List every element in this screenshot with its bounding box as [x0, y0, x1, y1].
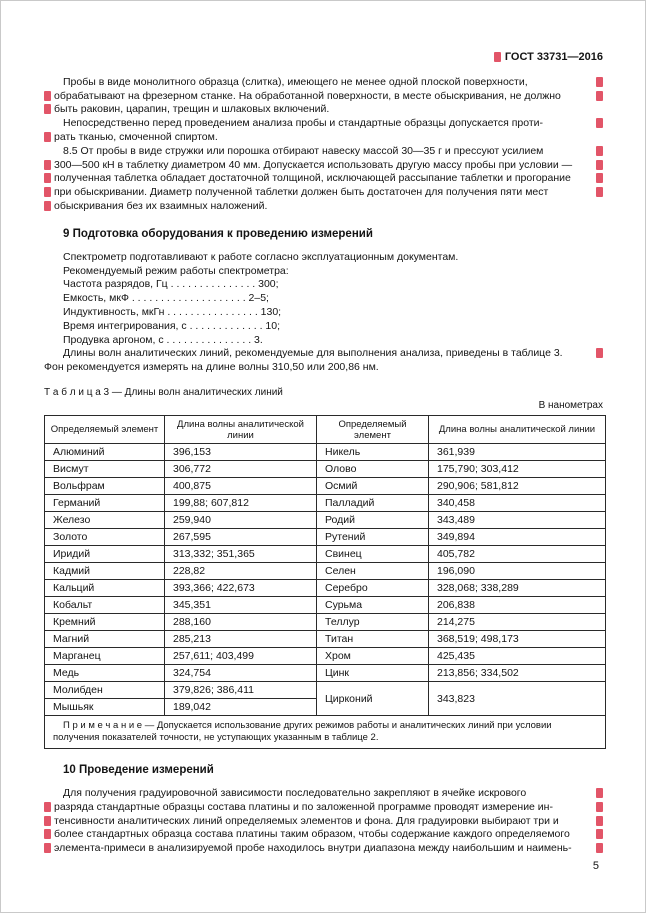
table-row — [45, 580, 606, 597]
table-cell: Кремний — [45, 614, 165, 631]
text-line — [44, 75, 603, 89]
table-cell: 343,489 — [429, 512, 606, 529]
table-cell: Медь — [45, 665, 165, 682]
table-cell: Цирконий — [317, 682, 429, 716]
text-line — [44, 360, 603, 374]
table-cell: 368,519; 498,173 — [429, 631, 606, 648]
highlight-marker — [44, 816, 51, 826]
table-cell: Селен — [317, 563, 429, 580]
table-cell: Палладий — [317, 495, 429, 512]
table-cell: Рутений — [317, 529, 429, 546]
table-cell: Теллур — [317, 614, 429, 631]
table-cell: Свинец — [317, 546, 429, 563]
highlight-marker — [44, 187, 51, 197]
paragraph — [44, 116, 603, 144]
table-cell: 213,856; 334,502 — [429, 665, 606, 682]
table-cell: 400,875 — [165, 478, 317, 495]
text-line — [44, 199, 603, 213]
text-line — [44, 800, 603, 814]
column-header: Определяемый элемент — [317, 416, 429, 444]
table-cell: 228,82 — [165, 563, 317, 580]
paragraph — [44, 333, 603, 347]
highlight-marker — [44, 829, 51, 839]
text-line — [44, 278, 603, 292]
paragraph — [44, 347, 603, 375]
table-cell: 425,435 — [429, 648, 606, 665]
table-cell: Висмут — [45, 461, 165, 478]
text-line — [44, 347, 603, 361]
table-cell: Осмий — [317, 478, 429, 495]
table3-caption: Т а б л и ц а 3 — Длины волн аналитических линий — [44, 387, 283, 399]
table-cell: Кобальт — [45, 597, 165, 614]
line-text: полученная таблетка обладает достаточной толщиной, исключающей рассыпание таблетки и прогорание — [54, 172, 571, 185]
table-row — [45, 478, 606, 495]
text-line — [44, 814, 603, 828]
line-text: рать тканью, смоченной спиртом. — [54, 131, 218, 144]
line-text: Индуктивность, мкГн . . . . . . . . . . . . . . . . 130; — [63, 306, 282, 319]
highlight-marker — [596, 829, 603, 839]
table-row — [45, 682, 606, 699]
highlight-marker — [44, 802, 51, 812]
text-line — [44, 172, 603, 186]
paragraph — [44, 278, 603, 292]
paragraph — [44, 291, 603, 305]
table-cell: Кадмий — [45, 563, 165, 580]
paragraph — [44, 264, 603, 278]
highlight-marker — [596, 816, 603, 826]
table-cell: Германий — [45, 495, 165, 512]
paragraph — [44, 786, 603, 855]
highlight-marker — [596, 91, 603, 101]
table-row — [45, 631, 606, 648]
table-cell: Молибден — [45, 682, 165, 699]
table-cell: 313,332; 351,365 — [165, 546, 317, 563]
line-text: обрабатывают на фрезерном станке. На обработанной поверхности, в месте обыскривания, не должно — [54, 89, 561, 102]
paragraph — [44, 250, 603, 264]
line-text: тенсивности аналитических линий определяемых элементов и фона. Для градуировки выбирают три и — [54, 814, 559, 827]
table3-units-note: В нанометрах — [538, 400, 603, 412]
highlight-marker — [44, 160, 51, 170]
table-cell: Сурьма — [317, 597, 429, 614]
paragraph — [44, 305, 603, 319]
table-cell: 361,939 — [429, 444, 606, 461]
highlight-marker — [596, 173, 603, 183]
highlight-marker — [44, 843, 51, 853]
highlight-marker — [494, 52, 501, 62]
table-cell: Вольфрам — [45, 478, 165, 495]
table-cell: 290,906; 581,812 — [429, 478, 606, 495]
table-cell: Кальций — [45, 580, 165, 597]
line-text: Емкость, мкФ . . . . . . . . . . . . . . . . . . . . 2–5; — [63, 292, 269, 305]
line-text: Для получения градуировочной зависимости последовательно закрепляют в ячейке искрового — [63, 787, 527, 800]
table-row — [45, 597, 606, 614]
table3-header-row — [45, 416, 606, 444]
line-text: при обыскривании. Диаметр полученной таблетки должен быть достаточен для получения пяти мест — [54, 186, 549, 199]
table-row — [45, 648, 606, 665]
table-row — [45, 614, 606, 631]
highlight-marker — [596, 788, 603, 798]
line-text: 8.5 От пробы в виде стружки или порошка отбирают навеску массой 30—35 г и прессуют усилием — [63, 144, 544, 157]
table-cell: 328,068; 338,289 — [429, 580, 606, 597]
table-row — [45, 461, 606, 478]
table-cell: 206,838 — [429, 597, 606, 614]
highlight-marker — [596, 160, 603, 170]
section10-title: 10 Проведение измерений — [63, 764, 214, 777]
intro-paragraphs — [44, 75, 603, 213]
doc-header — [44, 51, 603, 63]
line-text: Время интегрирования, с . . . . . . . . . . . . . 10; — [63, 319, 281, 332]
doc-number: ГОСТ 33731—2016 — [504, 51, 603, 63]
line-text: Длины волн аналитических линий, рекомендуемые для выполнения анализа, приведены в таблице 3. — [63, 347, 563, 360]
text-line — [44, 158, 603, 172]
table-cell: Алюминий — [45, 444, 165, 461]
text-line — [44, 130, 603, 144]
table-cell: 257,611; 403,499 — [165, 648, 317, 665]
section10-paragraphs — [44, 786, 603, 855]
highlight-marker — [596, 77, 603, 87]
column-header: Определяемый элемент — [45, 416, 165, 444]
highlight-marker — [44, 132, 51, 142]
table-cell: Магний — [45, 631, 165, 648]
text-line — [44, 103, 603, 117]
table-cell: 306,772 — [165, 461, 317, 478]
text-line — [44, 291, 603, 305]
text-line — [44, 305, 603, 319]
table-cell: Серебро — [317, 580, 429, 597]
line-text: Продувка аргоном, с . . . . . . . . . . . . . . . 3. — [63, 333, 263, 346]
text-line — [44, 264, 603, 278]
table3 — [44, 415, 606, 749]
line-text: Частота разрядов, Гц . . . . . . . . . . . . . . . 300; — [63, 278, 279, 291]
line-text: разряда стандартные образцы состава платины и по заложенной программе проводят измерение ин- — [54, 800, 553, 813]
line-text: элемента-примеси в анализируемой пробе находилось внутри диапазона между наибольшим и наимень- — [54, 842, 572, 855]
line-text: Спектрометр подготавливают к работе согласно эксплуатационным документам. — [63, 250, 459, 263]
table-cell: 396,153 — [165, 444, 317, 461]
table-cell: Золото — [45, 529, 165, 546]
table-cell: Родий — [317, 512, 429, 529]
text-line — [44, 250, 603, 264]
table-note: П р и м е ч а н и е — Допускается использование других режимов работы и аналитических линий при условии получения показателей точности, не уступающих указанным в таблице 2. — [45, 716, 606, 749]
table-cell: 405,782 — [429, 546, 606, 563]
text-line — [44, 828, 603, 842]
highlight-marker — [596, 348, 603, 358]
table-cell: 196,090 — [429, 563, 606, 580]
line-text: Пробы в виде монолитного образца (слитка), имеющего не менее одной плоской поверхности, — [63, 75, 528, 88]
table-cell: 393,366; 422,673 — [165, 580, 317, 597]
highlight-marker — [596, 843, 603, 853]
table-row — [45, 512, 606, 529]
table-row — [45, 563, 606, 580]
paragraph — [44, 75, 603, 116]
table-cell: Хром — [317, 648, 429, 665]
highlight-marker — [44, 201, 51, 211]
table-cell: Мышьяк — [45, 699, 165, 716]
paragraph — [44, 144, 603, 213]
table-row — [45, 546, 606, 563]
paragraph — [44, 319, 603, 333]
line-text: быть раковин, царапин, трещин и шлаковых включений. — [54, 103, 330, 116]
text-line — [44, 89, 603, 103]
table-cell: 379,826; 386,411 — [165, 682, 317, 699]
highlight-marker — [44, 104, 51, 114]
table-cell: Никель — [317, 444, 429, 461]
text-line — [44, 319, 603, 333]
text-line — [44, 116, 603, 130]
highlight-marker — [596, 118, 603, 128]
table-row — [45, 495, 606, 512]
table-cell: 340,458 — [429, 495, 606, 512]
table-cell: Иридий — [45, 546, 165, 563]
highlight-marker — [44, 91, 51, 101]
column-header: Длина волны аналитической линии — [429, 416, 606, 444]
table-row — [45, 665, 606, 682]
line-text: Фон рекомендуется измерять на длине волны 310,50 или 200,86 нм. — [44, 361, 379, 374]
line-text: обыскривания без их взаимных наложений. — [54, 200, 268, 213]
table-cell: 324,754 — [165, 665, 317, 682]
table-row — [45, 444, 606, 461]
highlight-marker — [596, 187, 603, 197]
table-cell: 259,940 — [165, 512, 317, 529]
text-line — [44, 185, 603, 199]
table-cell: 189,042 — [165, 699, 317, 716]
table-cell: 285,213 — [165, 631, 317, 648]
line-text: более стандартных образца состава платины таким образом, чтобы содержание каждого определяемого — [54, 828, 570, 841]
line-text: Рекомендуемый режим работы спектрометра: — [63, 264, 289, 277]
table-cell: 175,790; 303,412 — [429, 461, 606, 478]
table-row — [45, 529, 606, 546]
section9-title: 9 Подготовка оборудования к проведению измерений — [63, 227, 373, 240]
text-line — [44, 144, 603, 158]
text-line — [44, 841, 603, 855]
table-cell: Титан — [317, 631, 429, 648]
table-cell: Олово — [317, 461, 429, 478]
table-cell: 349,894 — [429, 529, 606, 546]
highlight-marker — [596, 146, 603, 156]
table-cell: Железо — [45, 512, 165, 529]
table-cell: Марганец — [45, 648, 165, 665]
section9-paragraphs — [44, 250, 603, 374]
table-note-row — [45, 716, 606, 749]
highlight-marker — [596, 802, 603, 812]
line-text: Непосредственно перед проведением анализа пробы и стандартные образцы допускается проти- — [63, 117, 544, 130]
highlight-marker — [44, 173, 51, 183]
page-number: 5 — [592, 860, 599, 872]
table-cell: 267,595 — [165, 529, 317, 546]
line-text: 300—500 кН в таблетку диаметром 40 мм. Допускается использовать другую массу пробы при условии — — [54, 158, 573, 171]
table-cell: 288,160 — [165, 614, 317, 631]
column-header: Длина волны аналитической линии — [165, 416, 317, 444]
table-cell: 343,823 — [429, 682, 606, 716]
table-cell: Цинк — [317, 665, 429, 682]
table-cell: 214,275 — [429, 614, 606, 631]
text-line — [44, 333, 603, 347]
text-line — [44, 786, 603, 800]
table-cell: 199,88; 607,812 — [165, 495, 317, 512]
table-cell: 345,351 — [165, 597, 317, 614]
